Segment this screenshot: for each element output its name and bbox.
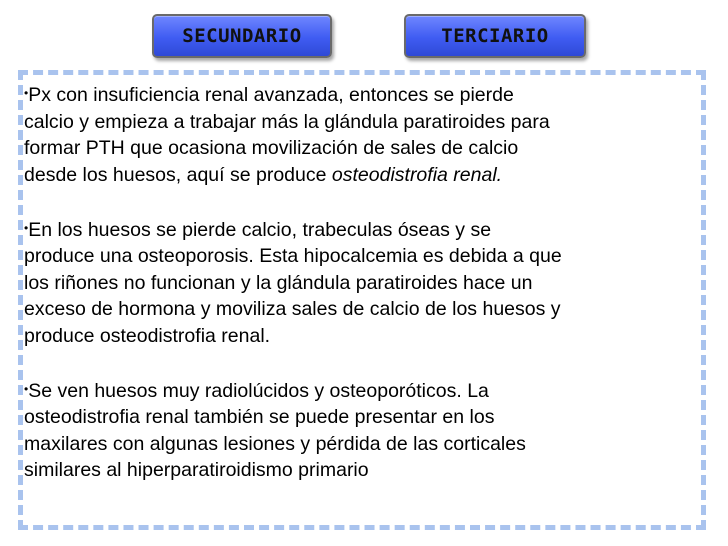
text-line: calcio y empieza a trabajar más la glándula paratiroides para bbox=[24, 110, 550, 133]
text-line bbox=[24, 162, 714, 189]
line-text: En los huesos se pierde calcio, trabeculas óseas y se bbox=[28, 218, 492, 241]
bullet-marker: • bbox=[24, 381, 29, 396]
text-line bbox=[24, 376, 714, 405]
content-text-block bbox=[24, 80, 714, 510]
bullet-marker: • bbox=[24, 86, 29, 100]
tab-secundario[interactable]: SECUNDARIO bbox=[152, 14, 332, 58]
text-line: formar PTH que ocasiona movilización de sales de calcio bbox=[24, 137, 519, 159]
text-line: los riñones no funcionan y la glándula paratiroides hace un bbox=[24, 271, 533, 294]
text-line: maxilares con algunas lesiones y pérdida de las corticales bbox=[24, 432, 526, 455]
text-line: produce osteodistrofia renal. bbox=[24, 324, 271, 347]
italic-term: osteodistrofia renal. bbox=[331, 163, 503, 186]
text-line bbox=[24, 80, 714, 109]
text-line: produce una osteoporosis. Esta hipocalcemia es debida a que bbox=[24, 245, 562, 267]
line-text: Se ven huesos muy radiolúcidos y osteoporóticos. La bbox=[28, 379, 489, 402]
line-text: desde los huesos, aquí se produce bbox=[24, 163, 332, 186]
tab-terciario[interactable]: TERCIARIO bbox=[404, 14, 586, 58]
line-text: Px con insuficiencia renal avanzada, entonces se pierde bbox=[28, 84, 514, 106]
bullet-paragraph-2 bbox=[24, 215, 714, 350]
text-line bbox=[24, 215, 714, 244]
text-line: osteodistrofia renal también se puede presentar en los bbox=[24, 406, 495, 428]
bullet-marker: • bbox=[24, 220, 29, 235]
text-line: similares al hiperparatiroidismo primario bbox=[24, 459, 369, 481]
bullet-paragraph-1 bbox=[24, 80, 714, 188]
bullet-paragraph-3 bbox=[24, 376, 714, 484]
text-line: exceso de hormona y moviliza sales de calcio de los huesos y bbox=[24, 298, 561, 320]
